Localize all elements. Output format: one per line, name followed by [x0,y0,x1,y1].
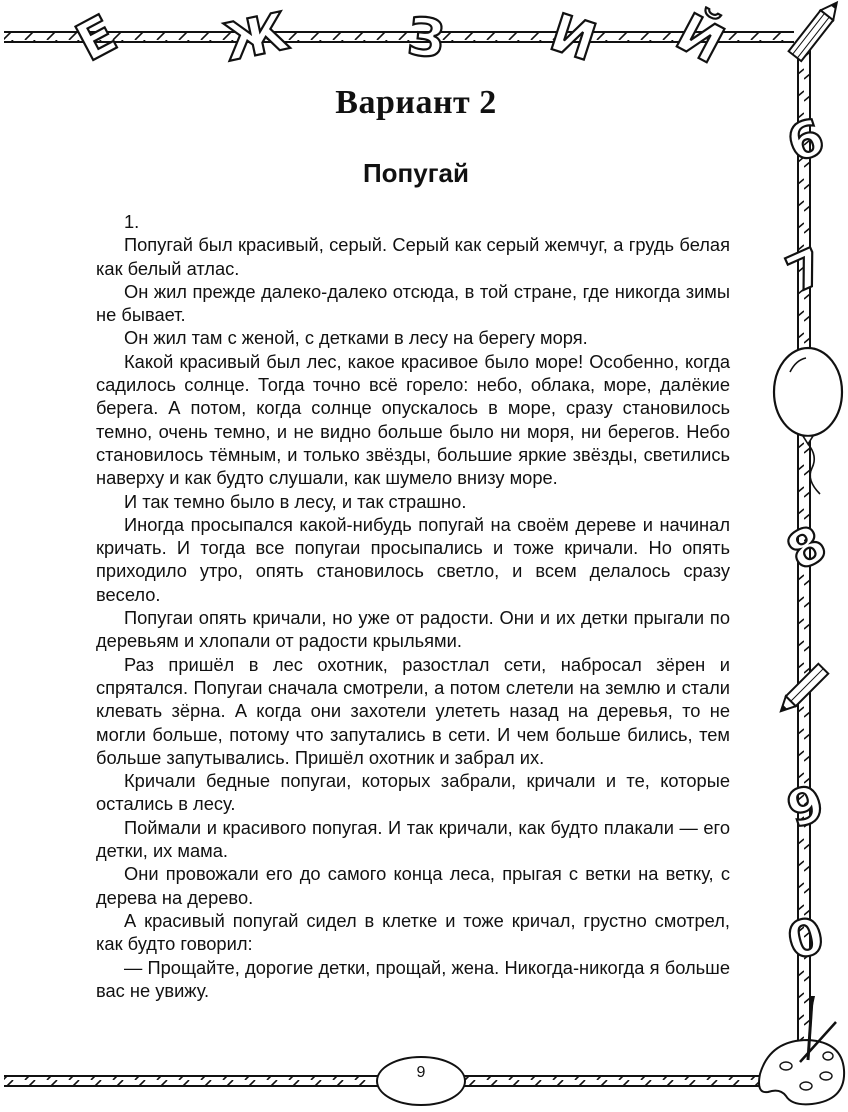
item-number: 1. [124,211,140,232]
story-text [96,210,730,1002]
pencil-icon [789,0,843,61]
paragraph: Раз пришёл в лес охотник, разостлал сети, набросал зёрен и спрятался. Попугаи сначала смотрели, а потом слетели на землю и стали клевать зёрна. А когда они захотели улететь назад на деревья, то не могли больше, потому что запутались в сети. И чем больше бились, тем больше запутывались. Пришёл охотник и забрал их. [96,653,730,768]
paragraph: Они провожали его до самого конца леса, прыгая с ветки на ветку, с дерева на дерево. [96,863,730,908]
letter-i-kratkoe-decor: Й [666,2,733,77]
paragraph: Попугай был красивый, серый. Серый как серый жемчуг, а грудь белая как белый атлас. [96,234,730,279]
paragraph: Какой красивый был лес, какое красивое было море! Особенно, когда садилось солнце. Тогда точно всё горело: небо, облака, море, далёкие берега. А потом, когда солнце опускалось в море, сразу становилось темно, очень темно, и не видно больше было ни моря, ни берегов. Небо становилось тёмным, и только звёзды, большие яркие звёзды, светились наверху и как будто слушали, как шумело внизу море. [96,350,730,489]
paragraph: Иногда просыпался какой-нибудь попугай на своём дереве и начинал кричать. И тогда все попугаи просыпались и тоже кричали. Но опять приходило утро, опять становилось светло, и всем делалось сразу весело. [96,513,730,605]
story-title: Попугай [362,158,469,188]
paragraph: — Прощайте, дорогие детки, прощай, жена. Никогда-никогда я больше вас не увижу. [96,956,730,1001]
paragraph: Он жил прежде далеко-далеко отсюда, в той стране, где никогда зимы не бывает. [96,280,730,326]
paragraph: Кричали бедные попугаи, которых забрали, кричали и те, которые остались в лесу. [96,770,730,815]
letter-ze-decor: З [404,6,448,71]
digit-six-decor: 6 [780,107,832,174]
digit-eight-decor: 8 [777,514,837,582]
digit-seven-decor: 7 [777,236,834,304]
variant-title: Вариант 2 [335,84,497,121]
paragraph: Он жил там с женой, с детками в лесу на берегу моря. [124,327,588,349]
paragraph: И так темно было в лесу, и так страшно. [124,490,467,512]
letter-ie-decor: Е [66,4,127,74]
digit-nine-decor: 9 [780,773,832,840]
paragraph: Поймали и красивого попугая. И так кричали, как будто плакали — его детки, их мама. [96,816,730,862]
paragraph: А красивый попугай сидел в клетке и тоже кричал, грустно смотрел, как будто говорил: [96,909,730,955]
page-number: 9 [416,1064,426,1081]
paragraph: Попугаи опять кричали, но уже от радости. Они и их детки прыгали по деревьям и хлопали от радости крыльями. [96,607,730,652]
letter-i-decor: И [542,2,603,74]
letter-zhe-decor: Ж [218,1,294,74]
digit-zero-decor: 0 [781,906,830,971]
